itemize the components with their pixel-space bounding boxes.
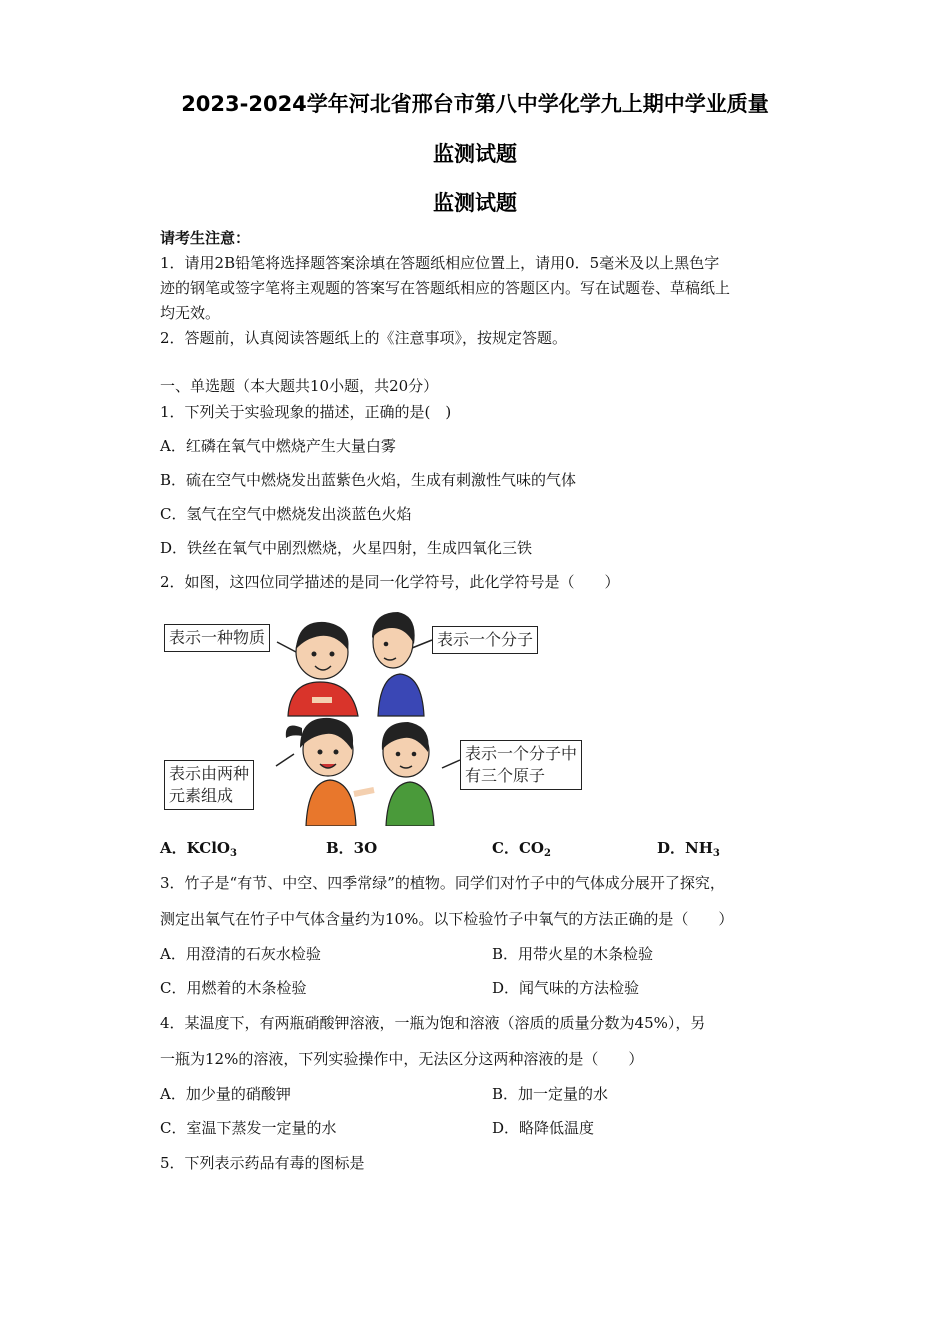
q1-option-a: A．红磷在氧气中燃烧产生大量白雾 [160, 437, 396, 455]
notice-item1-line1: 1．请用2B铅笔将选择题答案涂填在答题纸相应位置上，请用0．5毫米及以上黑色字 [160, 254, 720, 272]
notice-item1-line2: 迹的钢笔或签字笔将主观题的答案写在答题纸相应的答题区内。写在试题卷、草稿纸上 [160, 279, 731, 297]
q3-option-b: B．用带火星的木条检验 [492, 945, 654, 963]
notice-item2: 2．答题前，认真阅读答题纸上的《注意事项》，按规定答题。 [160, 329, 568, 347]
student-bottom-left-figure [286, 718, 374, 826]
q2-option-d: D．$NH_3$ [657, 839, 720, 859]
speech-bubble-top-left: 表示一种物质 [164, 624, 270, 652]
q4-option-b: B．加一定量的水 [492, 1085, 609, 1103]
section1-heading: 一、单选题（本大题共10小题，共20分） [160, 377, 439, 395]
q1-option-c: C．氢气在空气中燃烧发出淡蓝色火焰 [160, 505, 412, 523]
q3-option-c: C．用燃着的木条检验 [160, 979, 307, 997]
q4-option-d: D．略降低温度 [492, 1119, 595, 1137]
exam-title-line2: 监测试题 [433, 142, 517, 166]
q3-option-d: D．闻气味的方法检验 [492, 979, 640, 997]
q4-stem-line1: 4．某温度下，有两瓶硝酸钾溶液，一瓶为饱和溶液（溶质的质量分数为45%），另 [160, 1014, 706, 1032]
speech-bubble-top-right: 表示一个分子 [432, 626, 538, 654]
speech-bubble-bottom-left-line2: 元素组成 [169, 786, 234, 805]
speech-bubble-bottom-left-line1: 表示由两种 [169, 764, 250, 783]
exam-title-line1: 2023-2024学年河北省邢台市第八中学化学九上期中学业质量 [181, 92, 769, 116]
student-top-right-figure [372, 612, 424, 716]
q1-stem: 1．下列关于实验现象的描述，正确的是( ) [160, 403, 452, 421]
speech-bubble-bottom-left [164, 760, 254, 810]
q2-option-b: B．3O [326, 839, 378, 857]
speech-bubble-bottom-right [460, 740, 582, 790]
q2-figure [160, 604, 610, 826]
speech-bubble-bottom-right-line1: 表示一个分子中 [465, 744, 578, 763]
q4-stem-line2: 一瓶为12%的溶液，下列实验操作中，无法区分这两种溶液的是（ ） [160, 1050, 644, 1068]
q1-option-b: B．硫在空气中燃烧发出蓝紫色火焰，生成有刺激性气味的气体 [160, 471, 577, 489]
q3-option-a: A．用澄清的石灰水检验 [160, 945, 321, 963]
q3-stem-line2: 测定出氧气在竹子中气体含量约为10%。以下检验竹子中氧气的方法正确的是（ ） [160, 910, 734, 928]
q4-option-a: A．加少量的硝酸钾 [160, 1085, 291, 1103]
speech-bubble-bottom-right-line2: 有三个原子 [465, 766, 546, 785]
q5-stem: 5．下列表示药品有毒的图标是 [160, 1154, 365, 1172]
notice-heading: 请考生注意： [160, 229, 251, 247]
q2-option-a: A．KClO$_3$ [160, 839, 237, 859]
q2-stem: 2．如图，这四位同学描述的是同一化学符号，此化学符号是（ ） [160, 573, 620, 591]
q2-option-c: C．$CO_2$ [492, 839, 551, 859]
q1-option-d: D．铁丝在氧气中剧烈燃烧，火星四射，生成四氧化三铁 [160, 539, 533, 557]
notice-item1-line3: 均无效。 [160, 304, 221, 322]
student-bottom-right-figure [382, 722, 434, 826]
q3-stem-line1: 3．竹子是“有节、中空、四季常绿”的植物。同学们对竹子中的气体成分展开了探究， [160, 874, 725, 892]
student-top-left-figure [288, 622, 358, 716]
exam-subtitle: 监测试题 [433, 191, 517, 215]
q4-option-c: C．室温下蒸发一定量的水 [160, 1119, 337, 1137]
